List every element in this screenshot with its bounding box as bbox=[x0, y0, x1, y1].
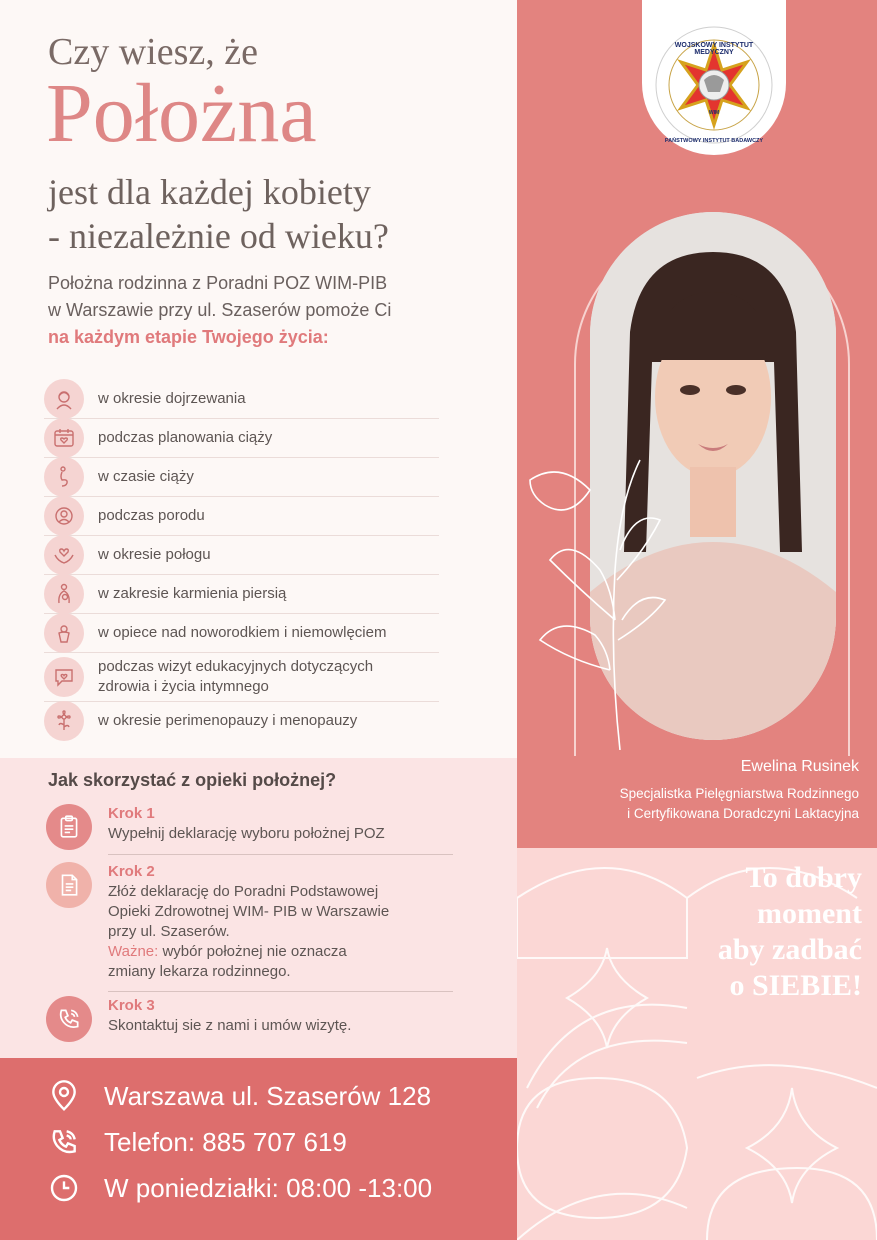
step-heading: Krok 3 bbox=[108, 997, 155, 1014]
intro-text bbox=[48, 270, 498, 351]
headline-line3: - niezależnie od wieku? bbox=[48, 216, 389, 256]
step-divider bbox=[108, 991, 453, 992]
swaddled-baby-icon bbox=[44, 613, 84, 653]
contact-address bbox=[48, 1080, 431, 1112]
person-name: Ewelina Rusinek bbox=[740, 758, 859, 775]
headline-question-end bbox=[48, 170, 508, 258]
list-item bbox=[44, 419, 439, 458]
stage-label: w okresie perimenopauzy i menopauzy bbox=[98, 712, 358, 729]
stage-label: podczas porodu bbox=[98, 507, 205, 524]
phone-text[interactable]: Telefon: 885 707 619 bbox=[104, 1126, 347, 1157]
step-text-line3: przy ul. Szaserów. bbox=[108, 923, 230, 940]
calendar-heart-icon bbox=[44, 418, 84, 458]
stages-list bbox=[44, 380, 439, 740]
stage-label-line1: podczas wizyt edukacyjnych dotyczących bbox=[98, 658, 374, 675]
step-heading: Krok 2 bbox=[108, 863, 155, 880]
step-text-line1: Złóż deklarację do Poradni Podstawowej bbox=[108, 883, 379, 900]
stage-label: w opiece nad noworodkiem i niemowlęciem bbox=[98, 624, 387, 641]
headline-big-word: Położna bbox=[46, 67, 317, 160]
contact-phone bbox=[48, 1126, 347, 1158]
list-item bbox=[44, 380, 439, 419]
phone-icon bbox=[46, 996, 92, 1042]
clock-icon bbox=[48, 1172, 80, 1204]
stage-label: podczas planowania ciąży bbox=[98, 429, 273, 446]
list-item bbox=[44, 575, 439, 614]
logo-tab bbox=[642, 0, 786, 155]
stage-label: w czasie ciąży bbox=[98, 468, 194, 485]
clipboard-icon bbox=[46, 804, 92, 850]
intro-highlight: na każdym etapie Twojego życia: bbox=[48, 327, 329, 347]
slogan bbox=[690, 860, 862, 1004]
step-text-line5: zmiany lekarza rodzinnego. bbox=[108, 963, 291, 980]
wim-logo-icon bbox=[642, 0, 786, 155]
pregnant-woman-icon bbox=[44, 457, 84, 497]
slogan-line1: To dobry bbox=[745, 861, 862, 894]
logo-text-ring-top: WOJSKOWY INSTYTUT MEDYCZNY bbox=[674, 42, 754, 56]
logo-text-ring-bottom: PAŃSTWOWY INSTYTUT BADAWCZY bbox=[664, 138, 764, 144]
slogan-line4: o SIEBIE! bbox=[729, 969, 862, 1002]
list-item bbox=[44, 497, 439, 536]
step-divider bbox=[108, 854, 453, 855]
flower-line-art bbox=[520, 440, 670, 750]
stage-label: w zakresie karmienia piersią bbox=[98, 585, 287, 602]
hours-text: W poniedziałki: 08:00 -13:00 bbox=[104, 1172, 433, 1203]
phone-icon bbox=[48, 1126, 80, 1158]
breastfeeding-icon bbox=[44, 574, 84, 614]
step-text: Wypełnij deklarację wyboru położnej POZ bbox=[108, 825, 385, 842]
stage-label: w okresie dojrzewania bbox=[98, 390, 246, 407]
headline-question-start: Czy wiesz, że bbox=[48, 31, 258, 73]
list-item bbox=[44, 458, 439, 497]
step-2 bbox=[46, 862, 453, 986]
girl-face-icon bbox=[44, 379, 84, 419]
step-text: Skontaktuj sie z nami i umów wizytę. bbox=[108, 1017, 352, 1034]
slogan-line3: aby zadbać bbox=[717, 933, 862, 966]
list-item bbox=[44, 614, 439, 653]
stage-label-line2: zdrowia i życia intymnego bbox=[98, 678, 269, 695]
intro-line1: Położna rodzinna z Poradni POZ WIM-PIB bbox=[48, 273, 388, 293]
person-role-line1: Specjalistka Pielęgniarstwa Rodzinnego bbox=[619, 786, 859, 801]
flower-icon bbox=[44, 701, 84, 741]
list-item bbox=[44, 702, 439, 740]
step-text-line2: Opieki Zdrowotnej WIM- PIB w Warszawie bbox=[108, 903, 390, 920]
step-heading: Krok 1 bbox=[108, 805, 155, 822]
heart-hands-icon bbox=[44, 535, 84, 575]
location-pin-icon bbox=[48, 1080, 80, 1112]
stage-label: w okresie połogu bbox=[98, 546, 211, 563]
chat-heart-icon bbox=[44, 657, 84, 697]
headline-line2: jest dla każdej kobiety bbox=[48, 172, 371, 212]
person-role-line2: i Certyfikowana Doradczyni Laktacyjna bbox=[627, 806, 859, 821]
important-text: wybór położnej nie oznacza bbox=[158, 943, 347, 960]
document-icon bbox=[46, 862, 92, 908]
list-item bbox=[44, 536, 439, 575]
list-item bbox=[44, 653, 439, 702]
slogan-line2: moment bbox=[757, 897, 862, 930]
contact-hours bbox=[48, 1172, 432, 1204]
person-role bbox=[517, 784, 859, 824]
step-3 bbox=[46, 996, 453, 1042]
baby-delivery-icon bbox=[44, 496, 84, 536]
important-label: Ważne: bbox=[108, 943, 159, 960]
stage-label bbox=[98, 657, 373, 697]
logo-text-center: WIM bbox=[708, 110, 720, 116]
steps-title: Jak skorzystać z opieki położnej? bbox=[48, 770, 337, 790]
address-text: Warszawa ul. Szaserów 128 bbox=[104, 1080, 432, 1111]
intro-line2: w Warszawie przy ul. Szaserów pomoże Ci bbox=[48, 300, 392, 320]
step-1 bbox=[46, 804, 453, 850]
